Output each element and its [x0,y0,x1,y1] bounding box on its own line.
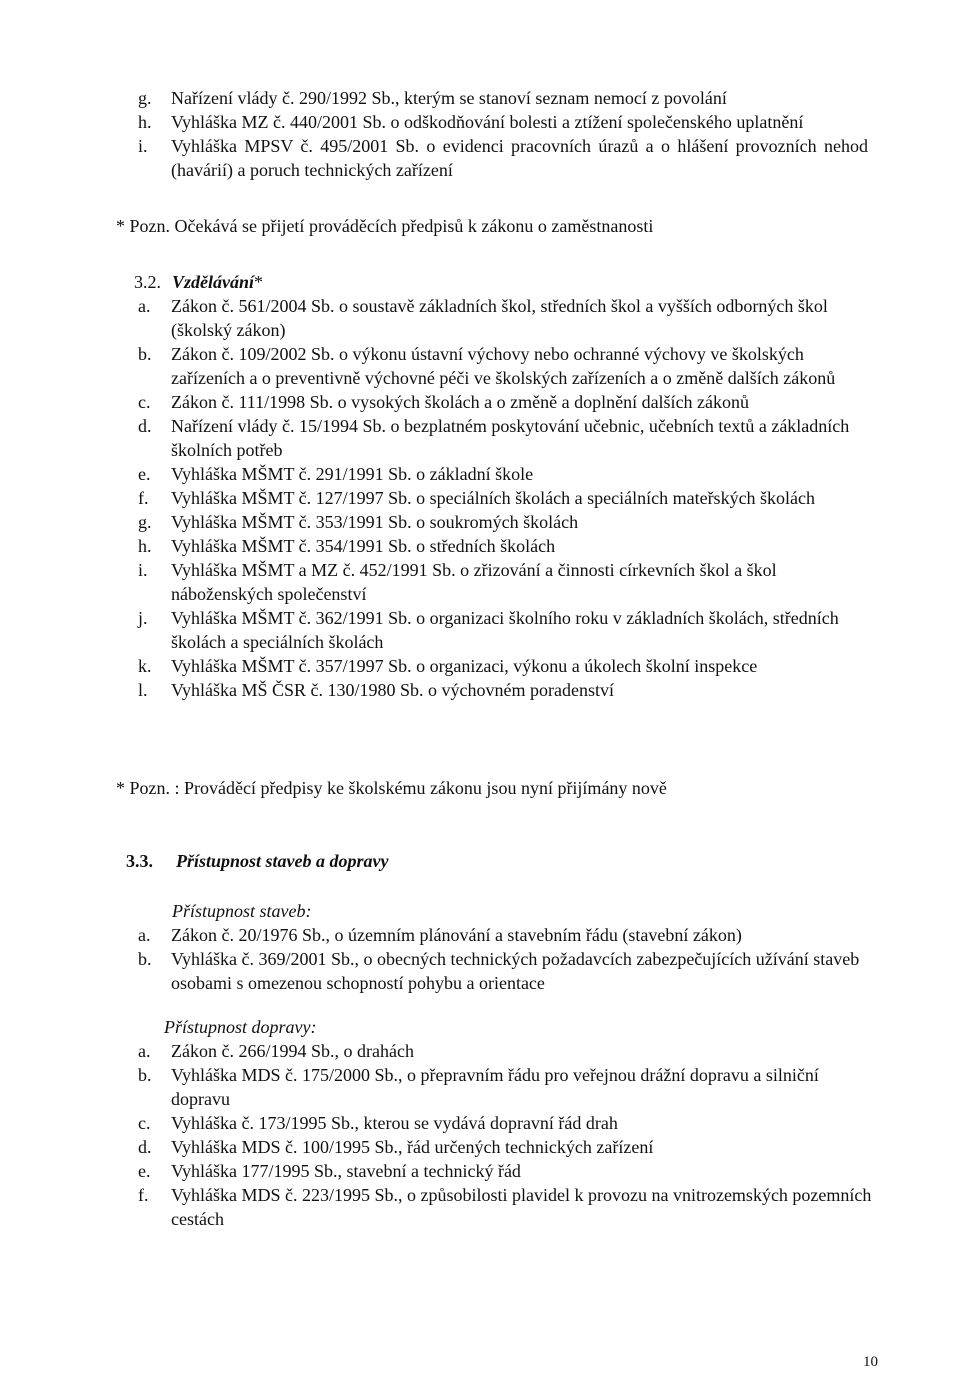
list-text: Vyhláška MPSV č. 495/2001 Sb. o evidenci pracovních úrazů a o hlášení provozních nehod (havárií) a poruch technických zařízení [171,136,868,180]
list-marker: c. [138,392,151,412]
list-marker: a. [138,925,151,945]
list-marker: f. [138,488,149,508]
list-text: Zákon č. 109/2002 Sb. o výkonu ústavní výchovy nebo ochranné výchovy ve školských zařízeních a o preventivně výchovné péči ve školských zařízeních a o změně dalších zákonů [171,344,836,388]
list-marker: a. [138,1041,151,1061]
list-item [138,486,873,510]
list-item [138,294,873,342]
list-marker: d. [138,416,152,436]
list-item [138,1039,873,1063]
subheading-transport: Přístupnost dopravy: [164,1017,317,1037]
list-item [138,510,873,534]
list-text: Vyhláška č. 173/1995 Sb., kterou se vydává dopravní řád drah [171,1113,618,1133]
section-title-asterisk: * [254,272,264,292]
list-item [138,923,873,947]
list-text: Zákon č. 111/1998 Sb. o vysokých školách a o změně a doplnění dalších zákonů [171,392,750,412]
list-text: Vyhláška MDS č. 100/1995 Sb., řád určených technických zařízení [171,1137,654,1157]
list-marker: d. [138,1137,152,1157]
section-number: 3.3. [126,851,153,871]
list-text: Vyhláška MŠMT č. 354/1991 Sb. o středních školách [171,536,556,556]
list-marker: l. [138,680,148,700]
list-marker: i. [138,136,148,156]
list-item [138,390,873,414]
list-marker: g. [138,512,152,532]
list-item [138,1111,873,1135]
list-text: Vyhláška MŠMT č. 353/1991 Sb. o soukromých školách [171,512,579,532]
list-text: Zákon č. 20/1976 Sb., o územním plánování a stavebním řádu (stavební zákon) [171,925,742,945]
list-marker: i. [138,560,148,580]
list-text: Vyhláška MŠMT č. 357/1997 Sb. o organizaci, výkonu a úkolech školní inspekce [171,656,758,676]
list-text: Vyhláška MŠ ČSR č. 130/1980 Sb. o výchovném poradenství [171,680,614,700]
section-heading-education [134,270,263,294]
list-text: Vyhláška č. 369/2001 Sb., o obecných technických požadavcích zabezpečujících užívání staveb osobami s omezenou schopností pohybu a orientace [171,949,860,993]
list-marker: a. [138,296,151,316]
list-text: Vyhláška 177/1995 Sb., stavební a technický řád [171,1161,521,1181]
list-marker: b. [138,949,152,969]
subheading-buildings: Přístupnost staveb: [172,901,312,921]
list-marker: b. [138,344,152,364]
list-text: Vyhláška MDS č. 175/2000 Sb., o přepravním řádu pro veřejnou drážní dopravu a silniční dopravu [171,1065,819,1109]
page-number: 10 [863,1354,878,1370]
list-text: Nařízení vlády č. 290/1992 Sb., kterým se stanoví seznam nemocí z povolání [171,88,727,108]
section-number: 3.2. [134,272,161,292]
section-heading-accessibility [126,849,389,873]
list-item [138,462,873,486]
list-text: Vyhláška MŠMT č. 362/1991 Sb. o organizaci školního roku v základních školách, středních školách a speciálních školách [171,608,839,652]
list-continued [138,86,868,182]
list-item [138,1063,873,1111]
note-school-act: * Pozn. : Prováděcí předpisy ke školskému zákonu jsou nyní přijímány nově [116,778,667,798]
list-item [138,1159,873,1183]
list-marker: h. [138,536,152,556]
list-text: Vyhláška MDS č. 223/1995 Sb., o způsobilosti plavidel k provozu na vnitrozemských pozemních cestách [171,1185,872,1229]
list-marker: j. [138,608,148,628]
list-marker: k. [138,656,152,676]
list-marker: e. [138,464,151,484]
list-text: Vyhláška MŠMT a MZ č. 452/1991 Sb. o zřizování a činnosti církevních škol a škol náboženských společenství [171,560,777,604]
list-item [138,1183,873,1231]
list-text: Zákon č. 266/1994 Sb., o drahách [171,1041,414,1061]
list-item [138,110,868,134]
list-item [138,86,868,110]
list-item [138,134,868,182]
list-item [138,606,873,654]
list-text: Vyhláška MŠMT č. 127/1997 Sb. o speciálních školách a speciálních mateřských školách [171,488,816,508]
section-title: Přístupnost staveb a dopravy [176,851,389,871]
list-buildings [138,923,873,995]
list-transport [138,1039,873,1231]
list-marker: h. [138,112,152,132]
list-item [138,1135,873,1159]
list-item [138,342,873,390]
list-item [138,947,873,995]
list-item [138,678,873,702]
list-item [138,414,873,462]
list-item [138,654,873,678]
list-marker: b. [138,1065,152,1085]
list-item [138,558,873,606]
list-text: Vyhláška MŠMT č. 291/1991 Sb. o základní škole [171,464,534,484]
list-item [138,534,873,558]
list-marker: f. [138,1185,149,1205]
list-marker: c. [138,1113,151,1133]
list-text: Nařízení vlády č. 15/1994 Sb. o bezplatném poskytování učebnic, učebních textů a základních školních potřeb [171,416,850,460]
list-marker: g. [138,88,152,108]
list-text: Zákon č. 561/2004 Sb. o soustavě základních škol, středních škol a vyšších odborných škol (školský zákon) [171,296,828,340]
list-education [138,294,873,702]
section-title: Vzdělávání [172,272,255,292]
note-employment: * Pozn. Očekává se přijetí prováděcích předpisů k zákonu o zaměstnanosti [116,216,654,236]
list-text: Vyhláška MZ č. 440/2001 Sb. o odškodňování bolesti a ztížení společenského uplatnění [171,112,804,132]
list-marker: e. [138,1161,151,1181]
